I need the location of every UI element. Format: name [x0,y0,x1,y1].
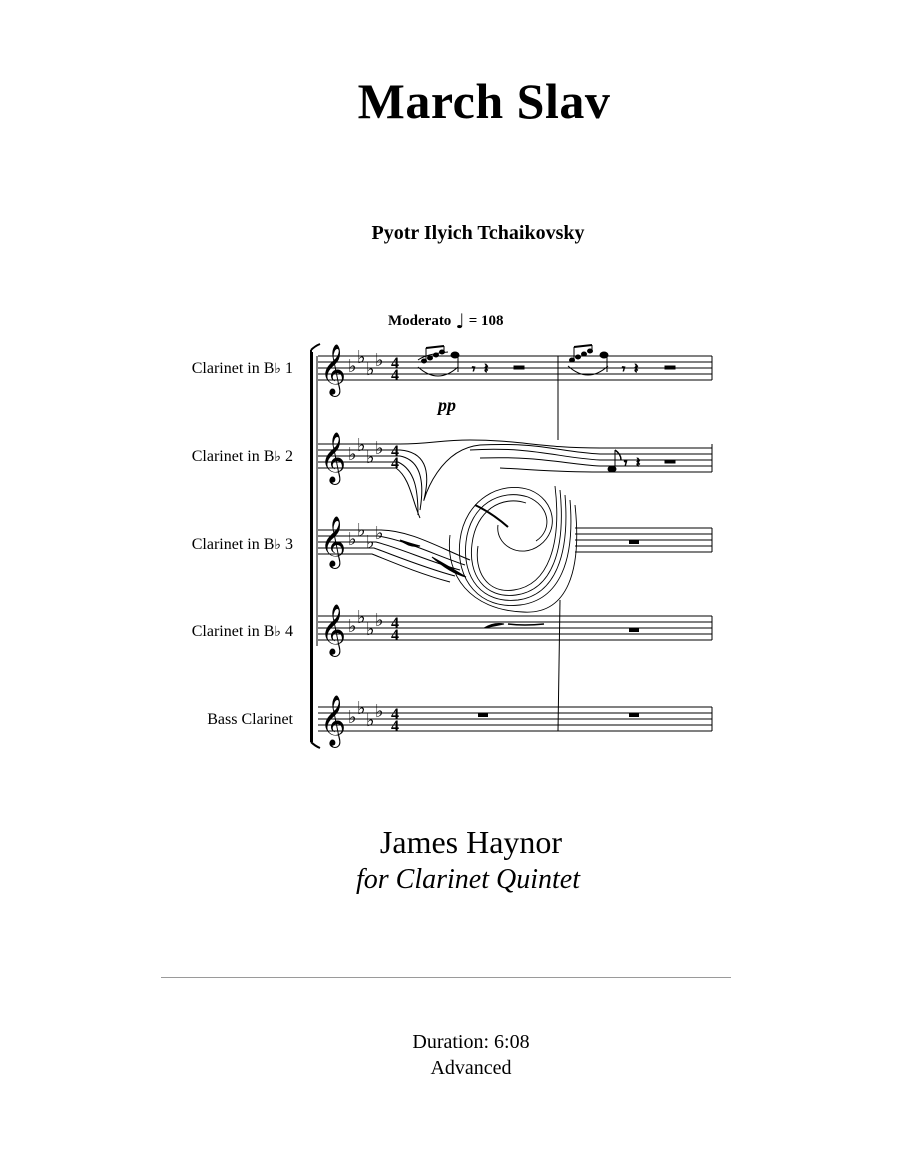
time-sig-bottom: 4 [391,627,399,644]
flat-icon: ♭ [366,710,375,731]
flat-icon: ♭ [357,347,366,368]
time-sig-bottom: 4 [391,455,399,472]
whole-rest [629,713,639,717]
arranger-name: James Haynor [379,824,563,860]
instrument-label-clarinet-2: Clarinet in B♭ 2 [191,448,293,465]
instrument-label-clarinet-4: Clarinet in B♭ 4 [191,623,293,640]
instrument-label-bass-clarinet: Bass Clarinet [207,711,293,728]
instrument-label-clarinet-3: Clarinet in B♭ 3 [191,536,293,553]
swirl-distortion [449,486,576,612]
score-title: March Slav [357,73,611,129]
duration-text: Duration: 6:08 [412,1031,530,1053]
whole-rest [478,713,488,717]
instrument-label-clarinet-1: Clarinet in B♭ 1 [191,360,293,377]
tempo-label: Moderato [388,312,452,329]
time-sig-top: 4 [391,706,399,723]
ensemble-subtitle: for Clarinet Quintet [356,864,580,895]
clefs [320,344,346,748]
flat-icon: ♭ [357,698,366,719]
quarter-note-icon: ♩ [455,309,465,333]
treble-clef-icon: 𝄞 [320,516,347,567]
flat-icon: ♭ [375,523,384,544]
flat-icon: ♭ [274,537,281,553]
time-sig-bottom: 4 [391,718,399,735]
flat-icon: ♭ [375,438,384,459]
flat-icon: ♭ [366,447,375,468]
treble-clef-icon: 𝄞 [320,344,347,395]
flat-icon: ♭ [375,350,384,371]
flat-icon: ♭ [348,707,357,728]
key-signatures [348,347,384,731]
half-rest [514,366,524,369]
whole-rest [629,628,639,632]
treble-clef-icon: 𝄞 [320,695,347,746]
flat-icon: ♭ [357,435,366,456]
flat-icon: ♭ [348,529,357,550]
eighth-rest-icon: 𝄾 [622,362,626,376]
time-sig-top: 4 [391,615,399,632]
flat-icon: ♭ [366,359,375,380]
divider-line [161,977,731,978]
flat-icon: ♭ [357,520,366,541]
flat-icon: ♭ [366,532,375,553]
distorted-fragments [400,540,544,628]
flat-icon: ♭ [348,444,357,465]
flat-icon: ♭ [375,701,384,722]
quarter-rest-icon: 𝄽 [634,361,639,377]
eighth-rest-icon: 𝄾 [472,362,476,376]
flat-icon: ♭ [348,616,357,637]
quarter-rest-icon: 𝄽 [636,455,641,471]
eighth-rest-icon: 𝄾 [624,456,628,470]
dynamic-pp: pp [438,395,456,415]
composer-name: Pyotr Ilyich Tchaikovsky [371,222,585,244]
flat-icon: ♭ [274,624,281,640]
flat-icon: ♭ [348,356,357,377]
grace-note [434,353,439,357]
system-bracket [310,344,320,748]
tempo-bpm: = 108 [468,312,504,329]
flat-icon: ♭ [274,361,281,377]
flat-icon: ♭ [366,619,375,640]
flat-icon: ♭ [357,607,366,628]
whole-rest [629,540,639,544]
time-signatures [391,355,399,735]
clarinet-1-measure-2-notes [568,345,675,377]
treble-clef-icon: 𝄞 [320,432,347,483]
grace-note [428,356,433,360]
time-sig-top: 4 [391,355,399,372]
time-sig-bottom: 4 [391,367,399,384]
time-sig-top: 4 [391,443,399,460]
flat-icon: ♭ [274,449,281,465]
flat-icon: ♭ [375,610,384,631]
quarter-rest-icon: 𝄽 [484,361,489,377]
clarinet-2-measure-2-notes [608,450,675,472]
difficulty-level: Advanced [430,1057,512,1079]
treble-clef-icon: 𝄞 [320,604,347,655]
